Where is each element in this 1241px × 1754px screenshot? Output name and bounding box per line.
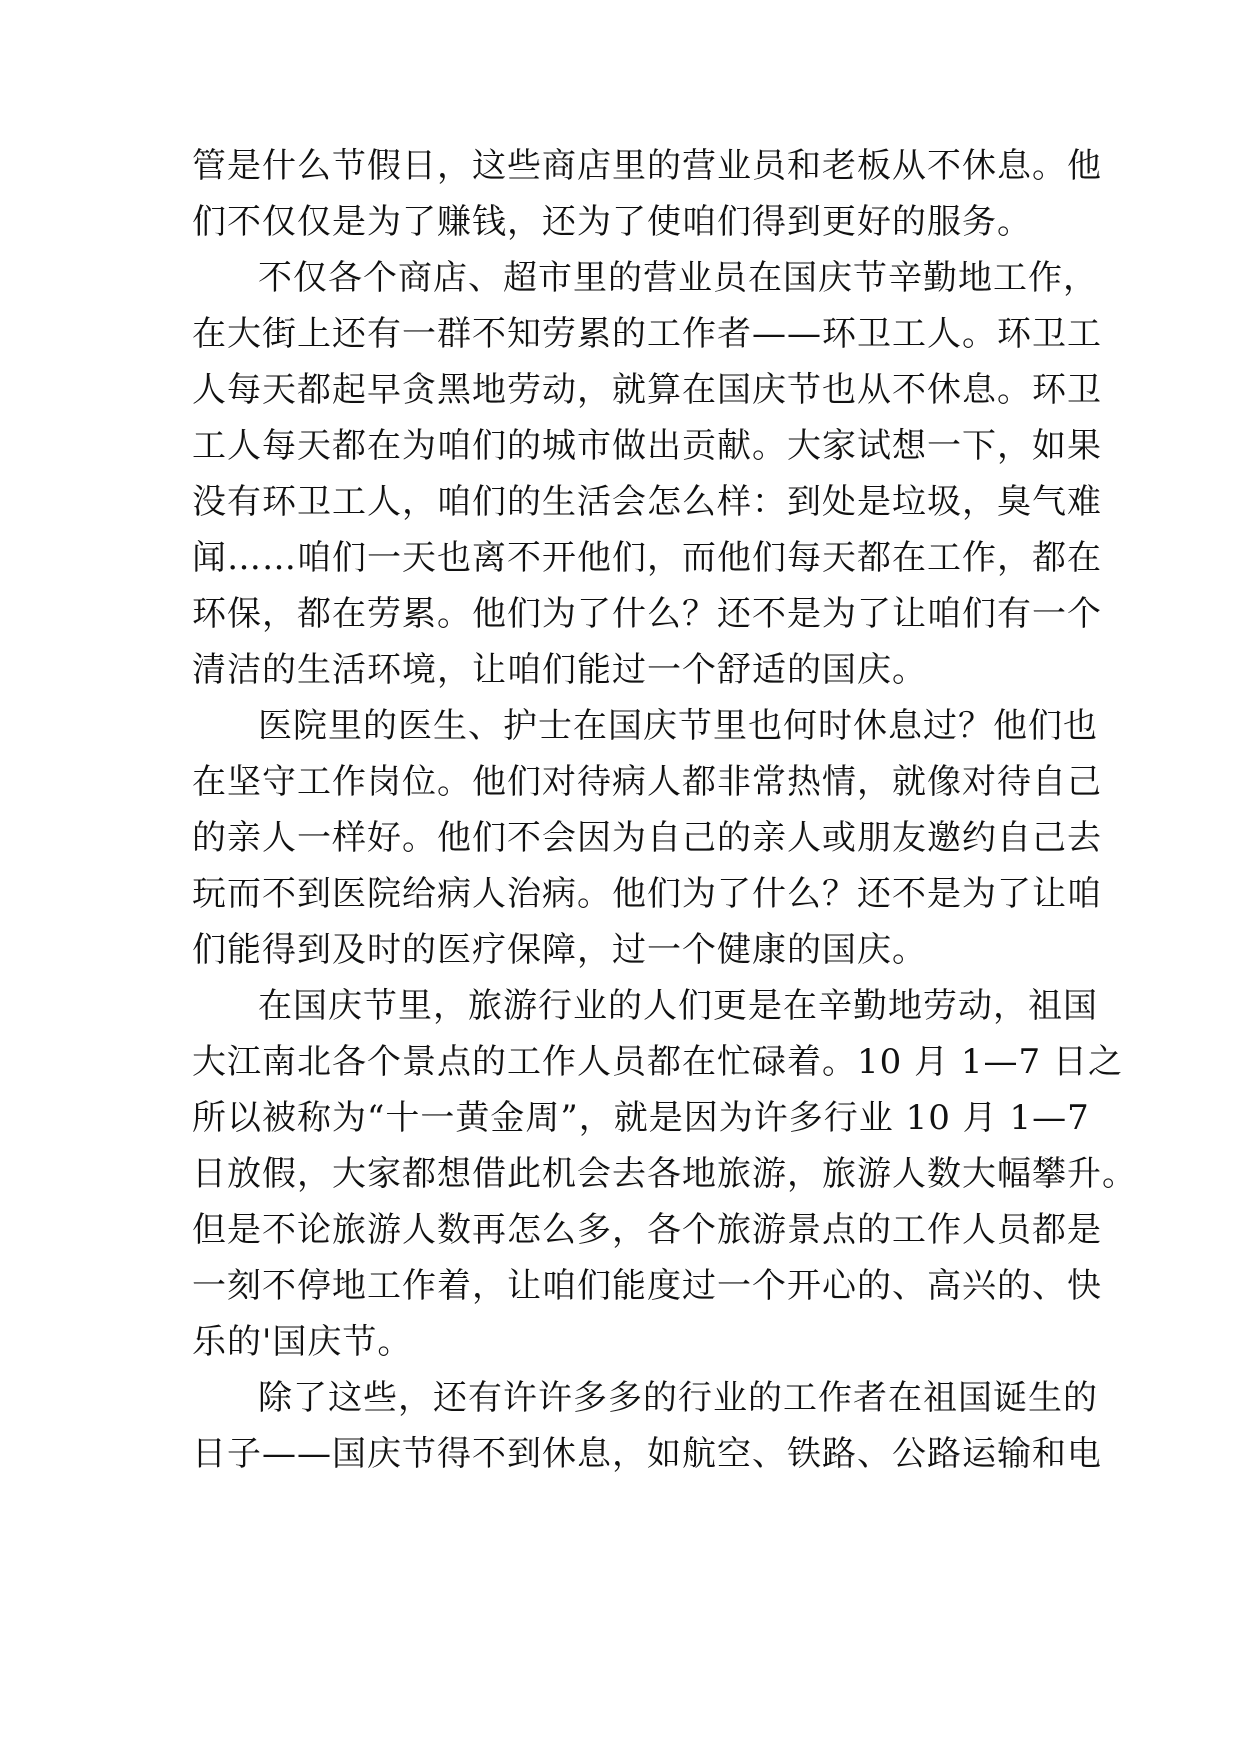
text-line: 清洁的生活环境，让咱们能过一个舒适的国庆。 xyxy=(192,650,927,690)
paragraph-first-line: 在国庆节里，旅游行业的人们更是在辛勤地劳动，祖国 xyxy=(258,986,1098,1026)
text-line: 们能得到及时的医疗保障，过一个健康的国庆。 xyxy=(192,930,927,970)
text-line: 人每天都起早贪黑地劳动，就算在国庆节也从不休息。环卫 xyxy=(192,370,1102,410)
text-line: 工人每天都在为咱们的城市做出贡献。大家试想一下，如果 xyxy=(192,426,1102,466)
text-line: 在坚守工作岗位。他们对待病人都非常热情，就像对待自己 xyxy=(192,762,1102,802)
paragraph-first-line: 除了这些，还有许许多多的行业的工作者在祖国诞生的 xyxy=(258,1378,1098,1418)
text-line: 日放假，大家都想借此机会去各地旅游，旅游人数大幅攀升。 xyxy=(192,1154,1137,1194)
text-line: 大江南北各个景点的工作人员都在忙碌着。10 月 1—7 日之 xyxy=(192,1042,1123,1082)
text-line: 但是不论旅游人数再怎么多，各个旅游景点的工作人员都是 xyxy=(192,1210,1102,1250)
paragraph-first-line: 医院里的医生、护士在国庆节里也何时休息过？他们也 xyxy=(258,706,1098,746)
text-line: 日子——国庆节得不到休息，如航空、铁路、公路运输和电 xyxy=(192,1434,1102,1474)
paragraph-first-line: 不仅各个商店、超市里的营业员在国庆节辛勤地工作， xyxy=(258,258,1098,298)
text-line: 乐的'国庆节。 xyxy=(192,1322,413,1362)
text-line: 在大街上还有一群不知劳累的工作者——环卫工人。环卫工 xyxy=(192,314,1102,354)
text-line: 没有环卫工人，咱们的生活会怎么样：到处是垃圾，臭气难 xyxy=(192,482,1102,522)
text-line: 们不仅仅是为了赚钱，还为了使咱们得到更好的服务。 xyxy=(192,202,1032,242)
text-line: 的亲人一样好。他们不会因为自己的亲人或朋友邀约自己去 xyxy=(192,818,1102,858)
text-line: 环保，都在劳累。他们为了什么？还不是为了让咱们有一个 xyxy=(192,594,1102,634)
text-line: 闻……咱们一天也离不开他们，而他们每天都在工作，都在 xyxy=(192,538,1102,578)
text-line: 玩而不到医院给病人治病。他们为了什么？还不是为了让咱 xyxy=(192,874,1102,914)
text-line: 一刻不停地工作着，让咱们能度过一个开心的、高兴的、快 xyxy=(192,1266,1102,1306)
text-line: 管是什么节假日，这些商店里的营业员和老板从不休息。他 xyxy=(192,146,1102,186)
text-line: 所以被称为“十一黄金周”，就是因为许多行业 10 月 1—7 xyxy=(192,1098,1090,1138)
